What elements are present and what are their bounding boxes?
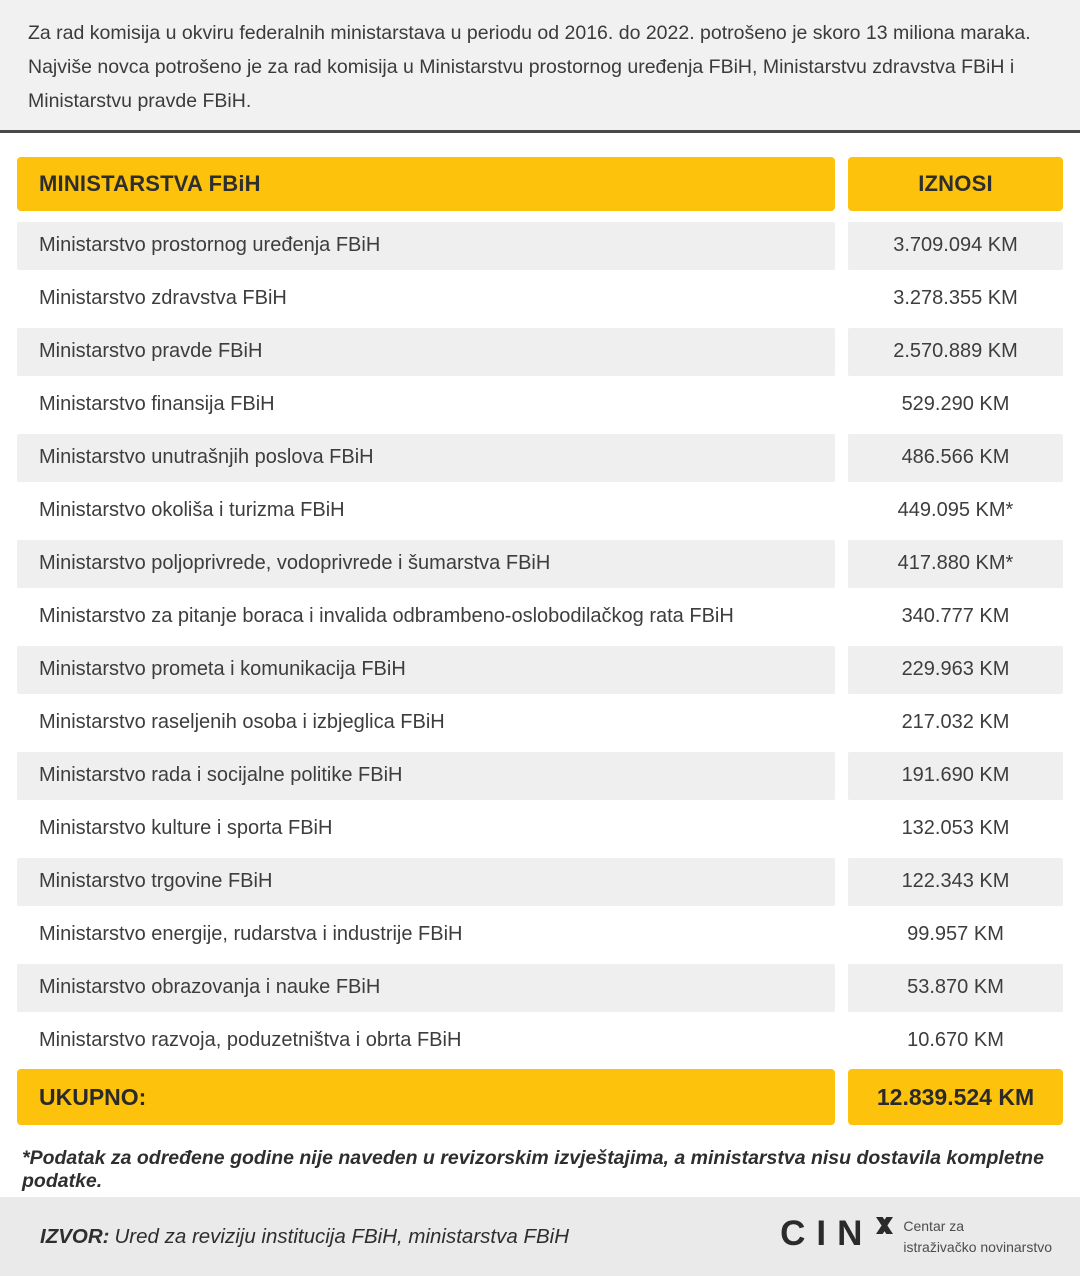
ministry-name: Ministarstvo obrazovanja i nauke FBiH bbox=[17, 964, 835, 1012]
cin-tagline-line1: Centar za bbox=[903, 1217, 965, 1234]
ministry-name: Ministarstvo prostornog uređenja FBiH bbox=[17, 222, 835, 270]
ministry-name: Ministarstvo rada i socijalne politike FBiH bbox=[17, 752, 835, 800]
table-row bbox=[17, 802, 1063, 855]
footnote-text: *Podatak za određene godine nije naveden u revizorskim izvještajima, a ministarstva nisu dostavila kompletne podatke. bbox=[22, 1147, 1044, 1192]
ministry-amount: 449.095 KM* bbox=[897, 499, 1014, 521]
ministry-amount: 229.963 KM bbox=[848, 646, 1063, 694]
table-row bbox=[17, 696, 1063, 749]
ministry-name: Ministarstvo trgovine FBiH bbox=[17, 858, 835, 906]
ministry-name: Ministarstvo unutrašnjih poslova FBiH bbox=[17, 434, 835, 482]
ministry-amount: 340.777 KM bbox=[901, 605, 1010, 627]
cin-logo bbox=[780, 1213, 1052, 1258]
source-label: IZVOR: bbox=[40, 1224, 110, 1248]
ministry-name: Ministarstvo razvoja, poduzetništva i obrta FBiH bbox=[39, 1029, 462, 1051]
total-amount: 12.839.524 KM bbox=[848, 1069, 1063, 1125]
ministry-name: Ministarstvo prometa i komunikacija FBiH bbox=[17, 646, 835, 694]
ministry-name: Ministarstvo finansija FBiH bbox=[39, 393, 275, 415]
ministry-amount: 2.570.889 KM bbox=[848, 328, 1063, 376]
table-row bbox=[17, 749, 1063, 802]
table-row bbox=[17, 1014, 1063, 1067]
ministry-amount: 417.880 KM* bbox=[848, 540, 1063, 588]
ministry-name: Ministarstvo okoliša i turizma FBiH bbox=[39, 499, 345, 521]
ministry-name: Ministarstvo za pitanje boraca i invalida odbrambeno-oslobodilačkog rata FBiH bbox=[39, 605, 734, 627]
ministry-amount: 191.690 KM bbox=[848, 752, 1063, 800]
ministry-amount: 53.870 KM bbox=[848, 964, 1063, 1012]
ministry-name: Ministarstvo kulture i sporta FBiH bbox=[39, 817, 333, 839]
ministry-amount: 3.709.094 KM bbox=[848, 222, 1063, 270]
ministry-name: Ministarstvo raseljenih osoba i izbjeglica FBiH bbox=[39, 711, 445, 733]
cin-logo-text: CIN bbox=[780, 1213, 874, 1253]
ministry-amount: 3.278.355 KM bbox=[893, 287, 1018, 309]
ministry-amount: 132.053 KM bbox=[901, 817, 1010, 839]
table-row bbox=[17, 537, 1063, 590]
footer-bar bbox=[0, 1197, 1080, 1276]
ministry-amount: 529.290 KM bbox=[901, 393, 1010, 415]
column-header-amounts: IZNOSI bbox=[848, 157, 1063, 211]
cin-tagline-line2: istraživačko novinarstvo bbox=[903, 1238, 1052, 1255]
column-header-ministries: MINISTARSTVA FBiH bbox=[17, 157, 835, 211]
table-row bbox=[17, 643, 1063, 696]
table-row bbox=[17, 855, 1063, 908]
table-row bbox=[17, 378, 1063, 431]
ministry-amount: 10.670 KM bbox=[907, 1029, 1004, 1051]
intro-text: Za rad komisija u okviru federalnih ministarstava u periodu od 2016. do 2022. potrošeno je skoro 13 miliona maraka. Najviše novca potrošeno je za rad komisija u Ministarstvu prostornog uređenja FBiH, Ministarstvu zdravstva FBiH i Ministarstvu pravde FBiH. bbox=[28, 22, 1031, 112]
ministry-amount: 99.957 KM bbox=[907, 923, 1004, 945]
cin-x-mark-icon bbox=[876, 1217, 893, 1239]
table-row bbox=[17, 961, 1063, 1014]
ministry-name: Ministarstvo energije, rudarstva i industrije FBiH bbox=[39, 923, 463, 945]
table-row bbox=[17, 431, 1063, 484]
table-row bbox=[17, 219, 1063, 272]
ministry-name: Ministarstvo zdravstva FBiH bbox=[39, 287, 287, 309]
table-row bbox=[17, 908, 1063, 961]
table-total-row bbox=[17, 1069, 1063, 1125]
ministry-amount: 217.032 KM bbox=[901, 711, 1010, 733]
ministry-name: Ministarstvo pravde FBiH bbox=[17, 328, 835, 376]
ministries-table bbox=[17, 157, 1063, 1125]
table-row bbox=[17, 272, 1063, 325]
table-row bbox=[17, 590, 1063, 643]
ministry-amount: 486.566 KM bbox=[848, 434, 1063, 482]
cin-tagline bbox=[903, 1216, 1052, 1258]
table-row bbox=[17, 325, 1063, 378]
table-body bbox=[17, 219, 1063, 1067]
table-header-row bbox=[17, 157, 1063, 211]
ministry-name: Ministarstvo poljoprivrede, vodoprivrede i šumarstva FBiH bbox=[17, 540, 835, 588]
ministry-amount: 122.343 KM bbox=[848, 858, 1063, 906]
total-label: UKUPNO: bbox=[17, 1069, 835, 1125]
intro-panel bbox=[0, 0, 1080, 133]
source-text: Ured za reviziju institucija FBiH, ministarstva FBiH bbox=[114, 1224, 569, 1248]
source-line bbox=[40, 1225, 569, 1249]
table-row bbox=[17, 484, 1063, 537]
